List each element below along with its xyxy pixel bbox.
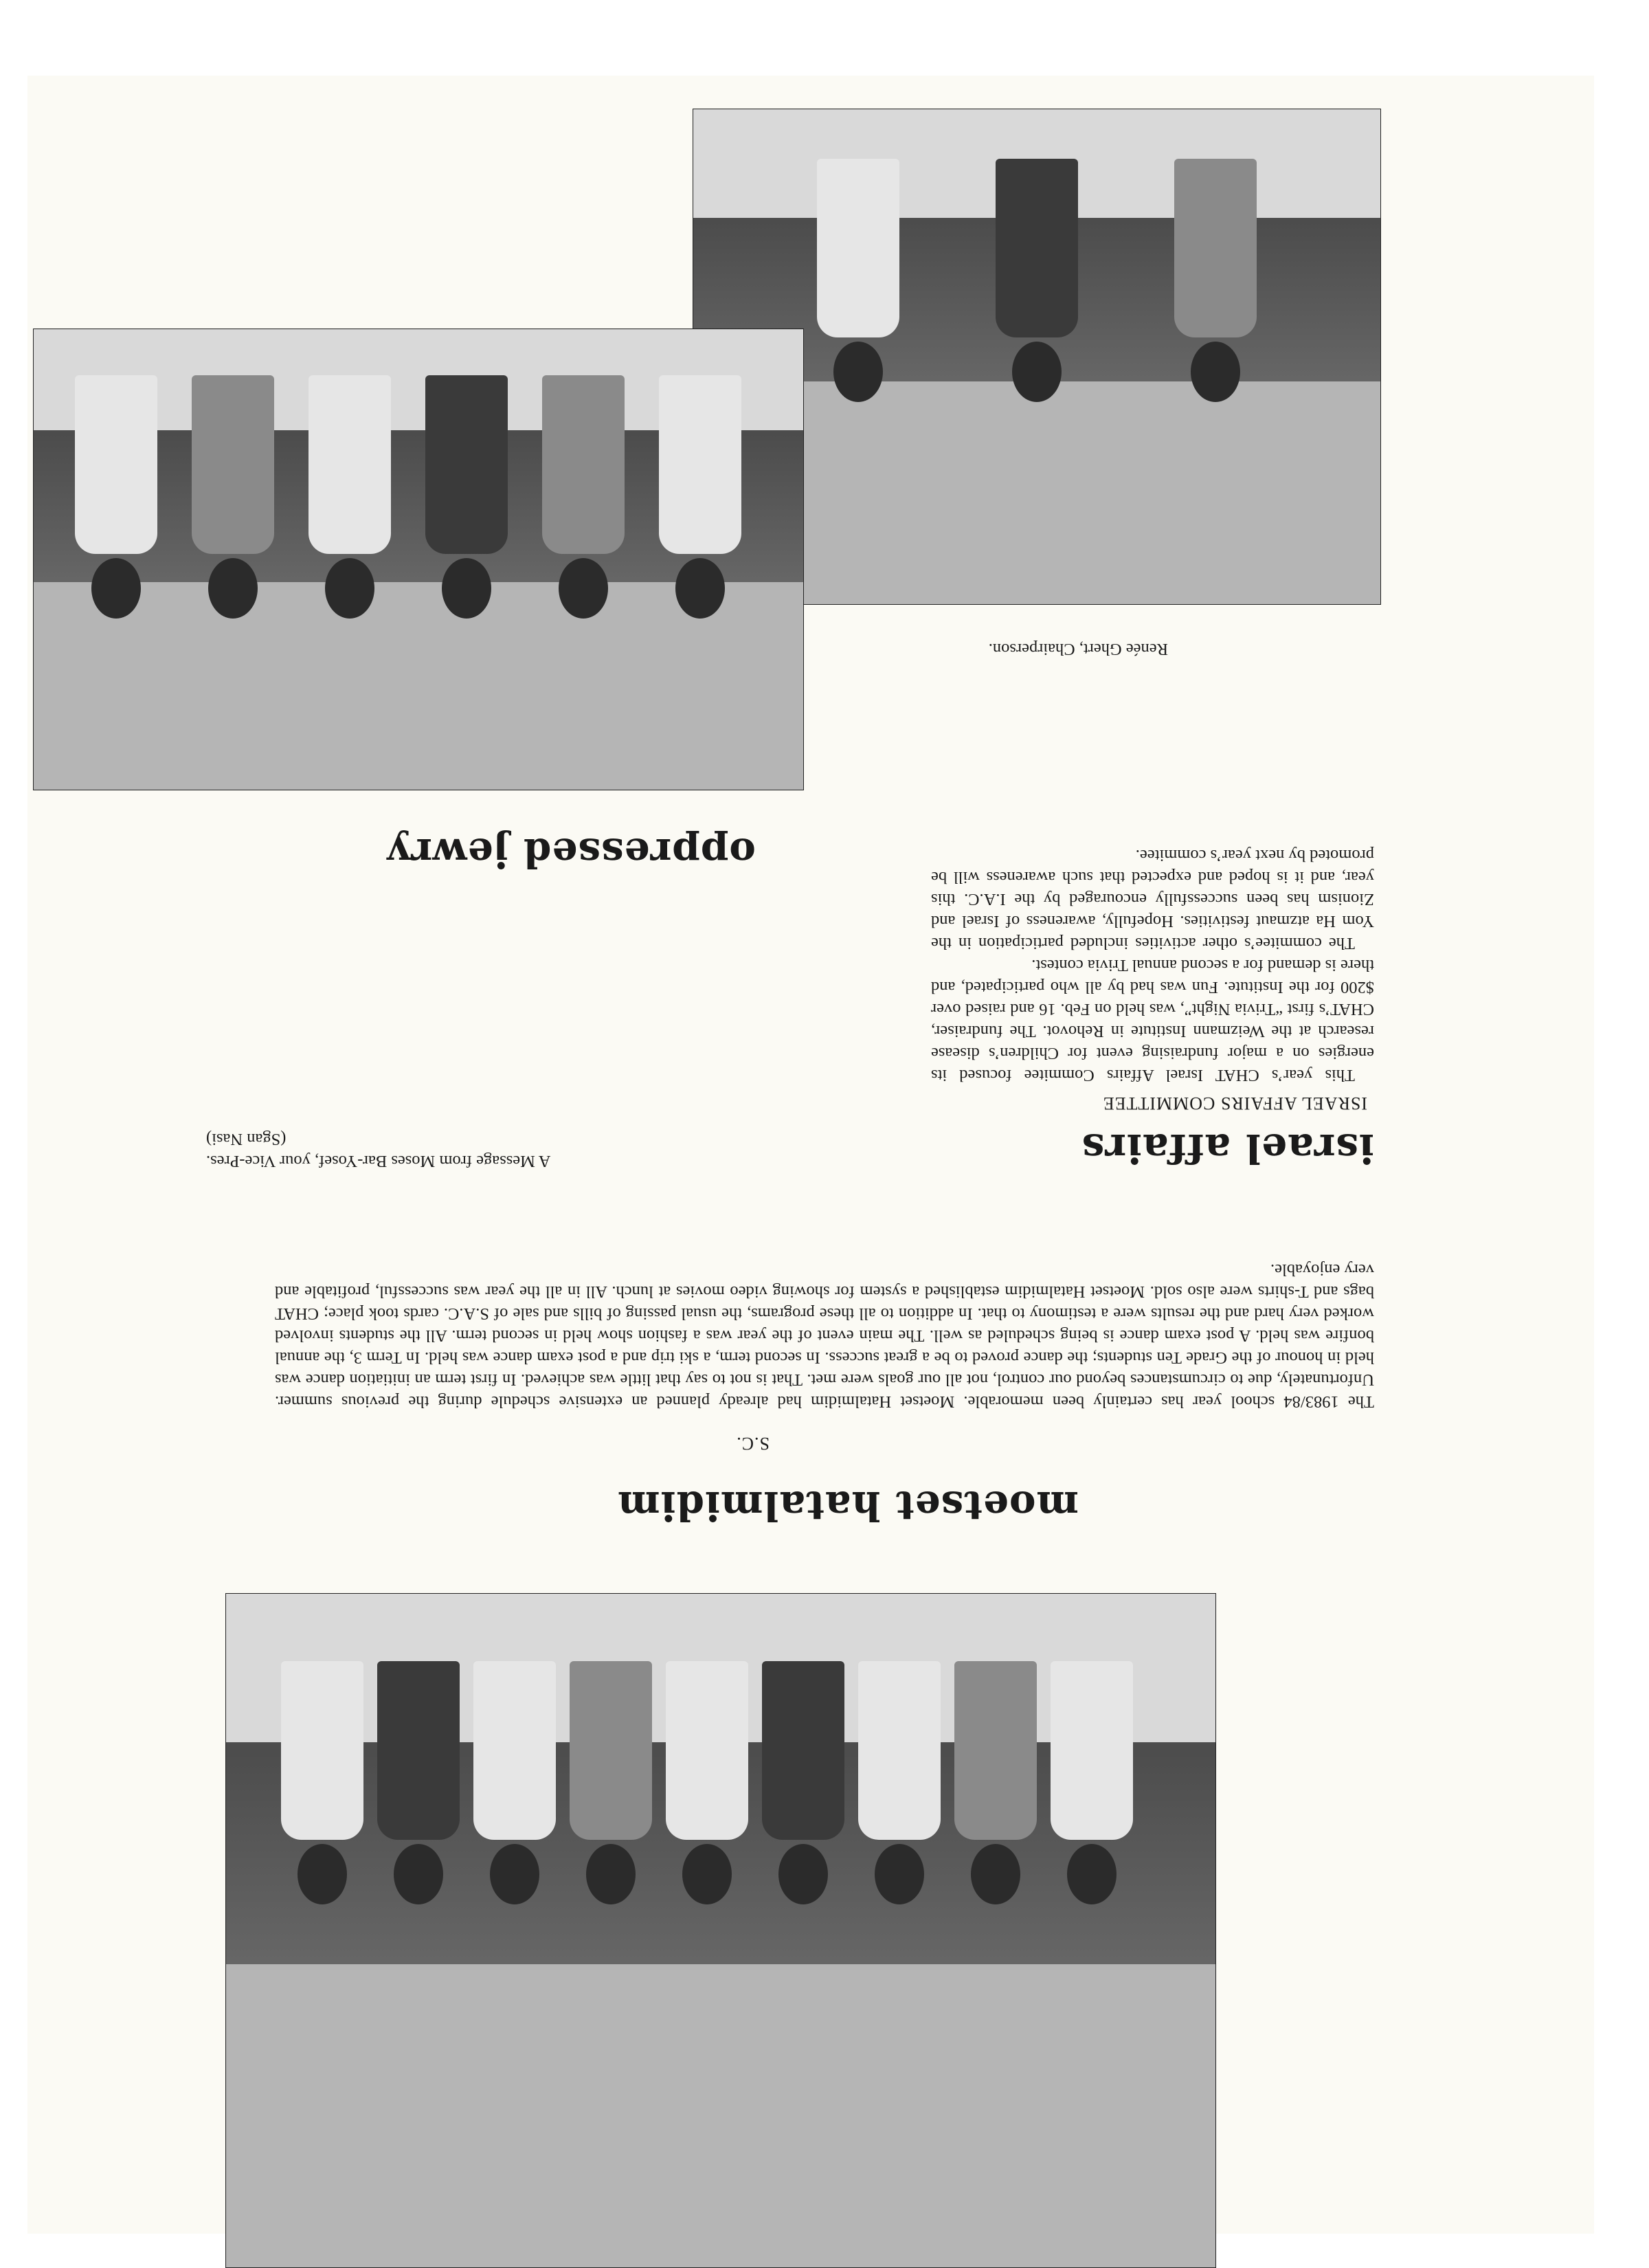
signature-line-2: (Sgan Nasi) xyxy=(206,1130,287,1148)
subtitle-israel-affairs-committee: ISRAEL AFFAIRS COMMITTEE xyxy=(1102,1093,1367,1113)
subtitle-sc: S.C. xyxy=(736,1434,770,1454)
title-israel-affairs: israel affairs xyxy=(1081,1125,1374,1172)
group-photo-student-council xyxy=(225,1593,1216,2268)
israel-affairs-text xyxy=(931,844,1374,1086)
signature-line-1: A Message from Moses Bar-Yosef, your Vice-Pres. xyxy=(206,1152,551,1170)
title-moetset-hatalmidim: moetset hatalmidim xyxy=(617,1482,1079,1529)
moetset-body: The 1983/84 school year has certainly been memorable. Moetset Hatalmidim had already planned an extensive schedule during the previous summer. Unfortunately, due to circumstances beyond our control, not all our goals were met. That is not to say that little was achieved. In first term an initiation dance was held in honour of the Grade Ten students; the dance proved to be a great success. In second term, a ski trip and a post exam dance was held. In Term 3, the annual bonfire was held. A post exam dance is being scheduled as well. The main event of the year was a fashion show held in second term. All the students involved worked very hard and the results were a testimony to that. In addition to all these programs, the usual passing of bills and sale of S.A.C. cards took place; CHAT bags and T-shirts were also sold. Moetset Hatalmidim established a system for showing video movies at lunch. All in all the year was successful, profitable and very enjoyable. xyxy=(275,1260,1374,1411)
title-oppressed-jewry: oppressed jewry xyxy=(386,830,756,876)
photo-oppressed-jewry-group xyxy=(33,329,804,790)
israel-affairs-paragraph-1: This year’s CHAT Israel Affairs Commitee focused its energies on a major fundraising event for Children’s disease research at the Weizmann Institute in Rehovot. The fundraiser, CHAT’s first “Trivia Night”, was held on Feb. 16 and raised over $200 for the Institute. Fun was had by all who participated, and there is demand for a second annual Trivia contest. xyxy=(931,956,1374,1085)
moetset-signature xyxy=(206,1128,632,1172)
israel-affairs-paragraph-2: The commitee’s other activities included participation in the Yom Ha atzmaut festivities. Hopefully, awareness of Israel and Zionism has been successfully encouraged by the I.A.C. this year, and it is hoped and expected that such awareness will be promoted by next year’s commitee. xyxy=(931,846,1374,953)
moetset-paragraph xyxy=(275,1258,1374,1412)
israel-affairs-signature: Renée Ghert, Chairperson. xyxy=(988,640,1168,658)
